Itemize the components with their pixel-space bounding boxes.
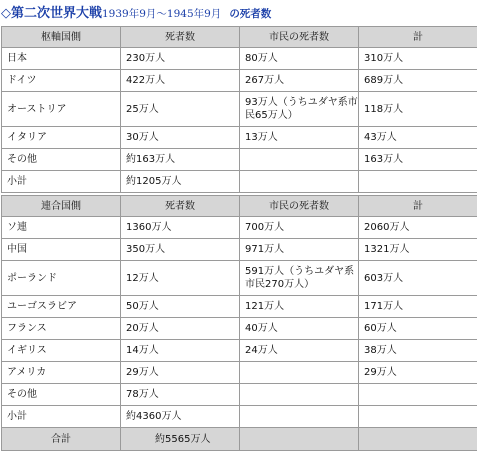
deaths-cell: 20万人 (121, 318, 240, 340)
subtotal-label: 小計 (2, 171, 121, 193)
subtotal-total (359, 171, 477, 193)
subtotal-row (2, 406, 477, 428)
axis-header-total: 計 (359, 27, 477, 48)
deaths-cell: 50万人 (121, 296, 240, 318)
grand-total-empty (240, 428, 359, 451)
page-title (1, 2, 271, 22)
country-cell: オーストリア (2, 92, 121, 127)
table-row (2, 318, 477, 340)
civilian-cell (240, 384, 359, 406)
grand-total-row (2, 428, 477, 451)
grand-total-value: 約5565万人 (121, 428, 240, 451)
grand-total-label: 合計 (2, 428, 121, 451)
subtotal-civilian (240, 171, 359, 193)
civilian-cell: 24万人 (240, 340, 359, 362)
table-row (2, 70, 477, 92)
country-cell: その他 (2, 149, 121, 171)
table-row (2, 384, 477, 406)
allies-header-row (2, 196, 477, 217)
table-row (2, 92, 477, 127)
country-cell: フランス (2, 318, 121, 340)
deaths-cell: 350万人 (121, 239, 240, 261)
table-row (2, 239, 477, 261)
country-cell: イギリス (2, 340, 121, 362)
deaths-cell: 29万人 (121, 362, 240, 384)
table-row (2, 149, 477, 171)
country-cell: ソ連 (2, 217, 121, 239)
civilian-cell: 13万人 (240, 127, 359, 149)
axis-header-deaths: 死者数 (121, 27, 240, 48)
deaths-cell: 422万人 (121, 70, 240, 92)
allies-header-deaths: 死者数 (121, 196, 240, 217)
table-row (2, 48, 477, 70)
civilian-cell: 591万人（うちユダヤ系市民270万人） (240, 261, 359, 296)
country-cell: ドイツ (2, 70, 121, 92)
country-cell: 日本 (2, 48, 121, 70)
deaths-cell: 25万人 (121, 92, 240, 127)
axis-header-row (2, 27, 477, 48)
table-row (2, 362, 477, 384)
civilian-cell: 80万人 (240, 48, 359, 70)
table-row (2, 261, 477, 296)
deaths-cell: 14万人 (121, 340, 240, 362)
allies-header-total: 計 (359, 196, 477, 217)
subtotal-total (359, 406, 477, 428)
civilian-cell: 40万人 (240, 318, 359, 340)
subtotal-deaths: 約1205万人 (121, 171, 240, 193)
deaths-cell: 12万人 (121, 261, 240, 296)
total-cell (359, 384, 477, 406)
total-cell: 60万人 (359, 318, 477, 340)
total-cell: 1321万人 (359, 239, 477, 261)
deaths-cell: 1360万人 (121, 217, 240, 239)
subtotal-label: 小計 (2, 406, 121, 428)
total-cell: 29万人 (359, 362, 477, 384)
total-cell: 38万人 (359, 340, 477, 362)
deaths-cell: 230万人 (121, 48, 240, 70)
title-period: 1939年9月～1945年9月 (102, 8, 222, 20)
total-cell: 603万人 (359, 261, 477, 296)
table-row (2, 296, 477, 318)
total-cell: 689万人 (359, 70, 477, 92)
country-cell: ポーランド (2, 261, 121, 296)
civilian-cell: 700万人 (240, 217, 359, 239)
subtotal-deaths: 約4360万人 (121, 406, 240, 428)
country-cell: ユーゴスラビア (2, 296, 121, 318)
allies-header-side: 連合国側 (2, 196, 121, 217)
country-cell: イタリア (2, 127, 121, 149)
total-cell: 171万人 (359, 296, 477, 318)
subtotal-row (2, 171, 477, 193)
country-cell: 中国 (2, 239, 121, 261)
axis-header-civilian: 市民の死者数 (240, 27, 359, 48)
total-cell: 118万人 (359, 92, 477, 127)
axis-header-side: 枢軸国側 (2, 27, 121, 48)
casualties-table (1, 26, 477, 451)
civilian-cell (240, 149, 359, 171)
grand-total-empty (359, 428, 477, 451)
subtotal-civilian (240, 406, 359, 428)
total-cell: 43万人 (359, 127, 477, 149)
total-cell: 2060万人 (359, 217, 477, 239)
allies-header-civilian: 市民の死者数 (240, 196, 359, 217)
table-row (2, 340, 477, 362)
table-row (2, 217, 477, 239)
civilian-cell: 267万人 (240, 70, 359, 92)
country-cell: アメリカ (2, 362, 121, 384)
title-main: ◇第二次世界大戦 (1, 6, 102, 21)
deaths-cell: 78万人 (121, 384, 240, 406)
deaths-cell: 30万人 (121, 127, 240, 149)
civilian-cell (240, 362, 359, 384)
deaths-cell: 約163万人 (121, 149, 240, 171)
country-cell: その他 (2, 384, 121, 406)
civilian-cell: 971万人 (240, 239, 359, 261)
total-cell: 163万人 (359, 149, 477, 171)
civilian-cell: 121万人 (240, 296, 359, 318)
civilian-cell: 93万人（うちユダヤ系市民65万人） (240, 92, 359, 127)
title-suffix: の死者数 (229, 8, 272, 20)
total-cell: 310万人 (359, 48, 477, 70)
table-row (2, 127, 477, 149)
